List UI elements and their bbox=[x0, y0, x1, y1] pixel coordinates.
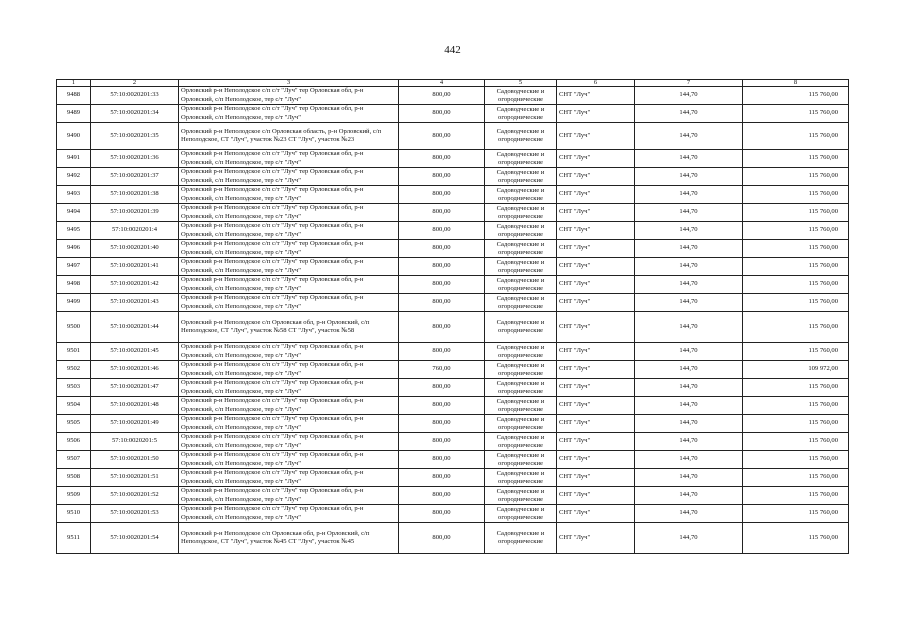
land-use-cell: Садоводческие и огороднические bbox=[485, 168, 557, 186]
row-number-cell: 9510 bbox=[57, 505, 91, 523]
cadastral-rate-cell: 144,70 bbox=[635, 379, 743, 397]
land-use-cell: Садоводческие и огороднические bbox=[485, 523, 557, 554]
cadastral-number-cell: 57:10:0020201:48 bbox=[91, 397, 179, 415]
address-cell: Орловский р-н Неполодское с/п с/т "Луч" тер Орловская обл, р-н Орловский, с/п Неполодское, тер с/т "Луч" bbox=[179, 294, 399, 312]
address-cell: Орловский р-н Неполодское с/п с/т "Луч" тер Орловская обл, р-н Орловский, с/п Неполодское, тер с/т "Луч" bbox=[179, 87, 399, 105]
cadastral-value-cell: 115 760,00 bbox=[743, 105, 849, 123]
cadastral-table bbox=[56, 79, 849, 554]
cadastral-number-cell: 57:10:0020201:5 bbox=[91, 433, 179, 451]
cadastral-rate-cell: 144,70 bbox=[635, 294, 743, 312]
address-cell: Орловский р-н Неполодское с/п с/т "Луч" тер Орловская обл, р-н Орловский, с/п Неполодское, тер с/т "Луч" bbox=[179, 276, 399, 294]
cadastral-value-cell: 115 760,00 bbox=[743, 487, 849, 505]
cadastral-value-cell: 115 760,00 bbox=[743, 451, 849, 469]
area-cell: 800,00 bbox=[399, 105, 485, 123]
table-row bbox=[57, 105, 849, 123]
cadastral-number-cell: 57:10:0020201:37 bbox=[91, 168, 179, 186]
row-number-cell: 9496 bbox=[57, 240, 91, 258]
cadastral-number-cell: 57:10:0020201:4 bbox=[91, 222, 179, 240]
row-number-cell: 9498 bbox=[57, 276, 91, 294]
cadastral-rate-cell: 144,70 bbox=[635, 123, 743, 150]
area-cell: 800,00 bbox=[399, 397, 485, 415]
address-cell: Орловский р-н Неполодское с/п с/т "Луч" тер Орловская обл, р-н Орловский, с/п Неполодское, тер с/т "Луч" bbox=[179, 343, 399, 361]
land-use-cell: Садоводческие и огороднические bbox=[485, 361, 557, 379]
cadastral-value-cell: 115 760,00 bbox=[743, 240, 849, 258]
table-row bbox=[57, 433, 849, 451]
area-cell: 800,00 bbox=[399, 343, 485, 361]
row-number-cell: 9509 bbox=[57, 487, 91, 505]
organization-cell: СНТ "Луч" bbox=[557, 415, 635, 433]
row-number-cell: 9495 bbox=[57, 222, 91, 240]
cadastral-value-cell: 115 760,00 bbox=[743, 379, 849, 397]
organization-cell: СНТ "Луч" bbox=[557, 487, 635, 505]
organization-cell: СНТ "Луч" bbox=[557, 397, 635, 415]
cadastral-value-cell: 115 760,00 bbox=[743, 469, 849, 487]
address-cell: Орловский р-н Неполодское с/п с/т "Луч" тер Орловская обл, р-н Орловский, с/п Неполодское, тер с/т "Луч" bbox=[179, 361, 399, 379]
cadastral-value-cell: 115 760,00 bbox=[743, 150, 849, 168]
cadastral-value-cell: 115 760,00 bbox=[743, 258, 849, 276]
cadastral-rate-cell: 144,70 bbox=[635, 487, 743, 505]
address-cell: Орловский р-н Неполодское с/п с/т "Луч" тер Орловская обл, р-н Орловский, с/п Неполодское, тер с/т "Луч" bbox=[179, 204, 399, 222]
table-row bbox=[57, 415, 849, 433]
table-row bbox=[57, 258, 849, 276]
row-number-cell: 9500 bbox=[57, 312, 91, 343]
organization-cell: СНТ "Луч" bbox=[557, 87, 635, 105]
area-cell: 800,00 bbox=[399, 150, 485, 168]
organization-cell: СНТ "Луч" bbox=[557, 105, 635, 123]
area-cell: 800,00 bbox=[399, 276, 485, 294]
address-cell: Орловский р-н Неполодское с/п с/т "Луч" тер Орловская обл, р-н Орловский, с/п Неполодское, тер с/т "Луч" bbox=[179, 397, 399, 415]
area-cell: 800,00 bbox=[399, 415, 485, 433]
cadastral-number-cell: 57:10:0020201:33 bbox=[91, 87, 179, 105]
organization-cell: СНТ "Луч" bbox=[557, 343, 635, 361]
land-use-cell: Садоводческие и огороднические bbox=[485, 123, 557, 150]
cadastral-value-cell: 115 760,00 bbox=[743, 186, 849, 204]
cadastral-rate-cell: 144,70 bbox=[635, 312, 743, 343]
table-row bbox=[57, 204, 849, 222]
row-number-cell: 9504 bbox=[57, 397, 91, 415]
area-cell: 760,00 bbox=[399, 361, 485, 379]
area-cell: 800,00 bbox=[399, 379, 485, 397]
area-cell: 800,00 bbox=[399, 312, 485, 343]
column-header: 8 bbox=[743, 80, 849, 87]
cadastral-value-cell: 115 760,00 bbox=[743, 294, 849, 312]
cadastral-value-cell: 115 760,00 bbox=[743, 505, 849, 523]
land-use-cell: Садоводческие и огороднические bbox=[485, 222, 557, 240]
cadastral-number-cell: 57:10:0020201:42 bbox=[91, 276, 179, 294]
row-number-cell: 9501 bbox=[57, 343, 91, 361]
address-cell: Орловский р-н Неполодское с/п с/т "Луч" тер Орловская обл, р-н Орловский, с/п Неполодское, тер с/т "Луч" bbox=[179, 150, 399, 168]
land-use-cell: Садоводческие и огороднические bbox=[485, 469, 557, 487]
address-cell: Орловский р-н Неполодское с/п с/т "Луч" тер Орловская обл, р-н Орловский, с/п Неполодское, тер с/т "Луч" bbox=[179, 469, 399, 487]
land-use-cell: Садоводческие и огороднические bbox=[485, 186, 557, 204]
column-header: 2 bbox=[91, 80, 179, 87]
address-cell: Орловский р-н Неполодское с/п с/т "Луч" тер Орловская обл, р-н Орловский, с/п Неполодское, тер с/т "Луч" bbox=[179, 222, 399, 240]
table-row bbox=[57, 361, 849, 379]
cadastral-number-cell: 57:10:0020201:49 bbox=[91, 415, 179, 433]
cadastral-rate-cell: 144,70 bbox=[635, 204, 743, 222]
organization-cell: СНТ "Луч" bbox=[557, 123, 635, 150]
table-row bbox=[57, 186, 849, 204]
address-cell: Орловский р-н Неполодское с/п с/т "Луч" тер Орловская обл, р-н Орловский, с/п Неполодское, тер с/т "Луч" bbox=[179, 186, 399, 204]
cadastral-rate-cell: 144,70 bbox=[635, 168, 743, 186]
organization-cell: СНТ "Луч" bbox=[557, 505, 635, 523]
cadastral-number-cell: 57:10:0020201:52 bbox=[91, 487, 179, 505]
address-cell: Орловский р-н Неполодское с/п с/т "Луч" тер Орловская обл, р-н Орловский, с/п Неполодское, тер с/т "Луч" bbox=[179, 258, 399, 276]
land-use-cell: Садоводческие и огороднические bbox=[485, 150, 557, 168]
land-use-cell: Садоводческие и огороднические bbox=[485, 451, 557, 469]
row-number-cell: 9489 bbox=[57, 105, 91, 123]
table-row bbox=[57, 222, 849, 240]
row-number-cell: 9506 bbox=[57, 433, 91, 451]
column-header: 4 bbox=[399, 80, 485, 87]
row-number-cell: 9490 bbox=[57, 123, 91, 150]
cadastral-rate-cell: 144,70 bbox=[635, 505, 743, 523]
organization-cell: СНТ "Луч" bbox=[557, 150, 635, 168]
cadastral-number-cell: 57:10:0020201:39 bbox=[91, 204, 179, 222]
table-row bbox=[57, 487, 849, 505]
cadastral-value-cell: 115 760,00 bbox=[743, 312, 849, 343]
cadastral-number-cell: 57:10:0020201:40 bbox=[91, 240, 179, 258]
organization-cell: СНТ "Луч" bbox=[557, 186, 635, 204]
address-cell: Орловский р-н Неполодское с/п с/т "Луч" тер Орловская обл, р-н Орловский, с/п Неполодское, тер с/т "Луч" bbox=[179, 433, 399, 451]
organization-cell: СНТ "Луч" bbox=[557, 276, 635, 294]
address-cell: Орловский р-н Неполодское с/п с/т "Луч" тер Орловская обл, р-н Орловский, с/п Неполодское, тер с/т "Луч" bbox=[179, 105, 399, 123]
table-row bbox=[57, 451, 849, 469]
table-row bbox=[57, 87, 849, 105]
address-cell: Орловский р-н Неполодское с/п с/т "Луч" тер Орловская обл, р-н Орловский, с/п Неполодское, тер с/т "Луч" bbox=[179, 240, 399, 258]
area-cell: 800,00 bbox=[399, 204, 485, 222]
cadastral-rate-cell: 144,70 bbox=[635, 240, 743, 258]
row-number-cell: 9502 bbox=[57, 361, 91, 379]
row-number-cell: 9507 bbox=[57, 451, 91, 469]
address-cell: Орловский р-н Неполодское с/п с/т "Луч" тер Орловская обл, р-н Орловский, с/п Неполодское, тер с/т "Луч" bbox=[179, 379, 399, 397]
cadastral-rate-cell: 144,70 bbox=[635, 523, 743, 554]
cadastral-number-cell: 57:10:0020201:41 bbox=[91, 258, 179, 276]
row-number-cell: 9493 bbox=[57, 186, 91, 204]
cadastral-rate-cell: 144,70 bbox=[635, 433, 743, 451]
column-header: 3 bbox=[179, 80, 399, 87]
address-cell: Орловский р-н Неполодское с/п с/т "Луч" тер Орловская обл, р-н Орловский, с/п Неполодское, тер с/т "Луч" bbox=[179, 505, 399, 523]
land-use-cell: Садоводческие и огороднические bbox=[485, 294, 557, 312]
table-row bbox=[57, 294, 849, 312]
row-number-cell: 9505 bbox=[57, 415, 91, 433]
cadastral-number-cell: 57:10:0020201:35 bbox=[91, 123, 179, 150]
area-cell: 800,00 bbox=[399, 451, 485, 469]
address-cell: Орловский р-н Неполодское с/п Орловская область, р-н Орловский, с/п Неполодское, СТ "Луч", участок №23 СТ "Луч", участок №23 bbox=[179, 123, 399, 150]
cadastral-number-cell: 57:10:0020201:50 bbox=[91, 451, 179, 469]
table-row bbox=[57, 523, 849, 554]
cadastral-rate-cell: 144,70 bbox=[635, 397, 743, 415]
land-use-cell: Садоводческие и огороднические bbox=[485, 312, 557, 343]
cadastral-value-cell: 115 760,00 bbox=[743, 87, 849, 105]
land-use-cell: Садоводческие и огороднические bbox=[485, 204, 557, 222]
row-number-cell: 9499 bbox=[57, 294, 91, 312]
cadastral-number-cell: 57:10:0020201:51 bbox=[91, 469, 179, 487]
table-row bbox=[57, 123, 849, 150]
cadastral-rate-cell: 144,70 bbox=[635, 361, 743, 379]
cadastral-value-cell: 115 760,00 bbox=[743, 415, 849, 433]
address-cell: Орловский р-н Неполодское с/п Орловская обл, р-н Орловский, с/п Неполодское, СТ "Луч", участок №45 СТ "Луч", участок №45 bbox=[179, 523, 399, 554]
column-header: 6 bbox=[557, 80, 635, 87]
area-cell: 800,00 bbox=[399, 186, 485, 204]
cadastral-number-cell: 57:10:0020201:47 bbox=[91, 379, 179, 397]
cadastral-rate-cell: 144,70 bbox=[635, 451, 743, 469]
land-use-cell: Садоводческие и огороднические bbox=[485, 343, 557, 361]
area-cell: 800,00 bbox=[399, 469, 485, 487]
land-use-cell: Садоводческие и огороднические bbox=[485, 240, 557, 258]
column-header: 5 bbox=[485, 80, 557, 87]
cadastral-rate-cell: 144,70 bbox=[635, 276, 743, 294]
area-cell: 800,00 bbox=[399, 294, 485, 312]
land-use-cell: Садоводческие и огороднические bbox=[485, 415, 557, 433]
organization-cell: СНТ "Луч" bbox=[557, 433, 635, 451]
column-header: 7 bbox=[635, 80, 743, 87]
cadastral-value-cell: 115 760,00 bbox=[743, 222, 849, 240]
organization-cell: СНТ "Луч" bbox=[557, 204, 635, 222]
cadastral-value-cell: 115 760,00 bbox=[743, 204, 849, 222]
cadastral-value-cell: 115 760,00 bbox=[743, 397, 849, 415]
area-cell: 800,00 bbox=[399, 168, 485, 186]
organization-cell: СНТ "Луч" bbox=[557, 258, 635, 276]
land-use-cell: Садоводческие и огороднические bbox=[485, 276, 557, 294]
cadastral-number-cell: 57:10:0020201:46 bbox=[91, 361, 179, 379]
cadastral-number-cell: 57:10:0020201:54 bbox=[91, 523, 179, 554]
table-row bbox=[57, 343, 849, 361]
organization-cell: СНТ "Луч" bbox=[557, 240, 635, 258]
area-cell: 800,00 bbox=[399, 87, 485, 105]
table-row bbox=[57, 469, 849, 487]
table-row bbox=[57, 240, 849, 258]
address-cell: Орловский р-н Неполодское с/п Орловская обл, р-н Орловский, с/п Неполодское, СТ "Луч", участок №58 СТ "Луч", участок №58 bbox=[179, 312, 399, 343]
table-row bbox=[57, 397, 849, 415]
table-row bbox=[57, 168, 849, 186]
land-use-cell: Садоводческие и огороднические bbox=[485, 505, 557, 523]
organization-cell: СНТ "Луч" bbox=[557, 523, 635, 554]
table-row bbox=[57, 150, 849, 168]
cadastral-number-cell: 57:10:0020201:38 bbox=[91, 186, 179, 204]
cadastral-value-cell: 115 760,00 bbox=[743, 123, 849, 150]
area-cell: 800,00 bbox=[399, 505, 485, 523]
row-number-cell: 9494 bbox=[57, 204, 91, 222]
cadastral-number-cell: 57:10:0020201:45 bbox=[91, 343, 179, 361]
organization-cell: СНТ "Луч" bbox=[557, 379, 635, 397]
address-cell: Орловский р-н Неполодское с/п с/т "Луч" тер Орловская обл, р-н Орловский, с/п Неполодское, тер с/т "Луч" bbox=[179, 487, 399, 505]
cadastral-value-cell: 115 760,00 bbox=[743, 343, 849, 361]
cadastral-number-cell: 57:10:0020201:44 bbox=[91, 312, 179, 343]
cadastral-number-cell: 57:10:0020201:43 bbox=[91, 294, 179, 312]
table-row bbox=[57, 312, 849, 343]
row-number-cell: 9503 bbox=[57, 379, 91, 397]
table-row bbox=[57, 276, 849, 294]
cadastral-value-cell: 115 760,00 bbox=[743, 433, 849, 451]
cadastral-rate-cell: 144,70 bbox=[635, 186, 743, 204]
cadastral-rate-cell: 144,70 bbox=[635, 415, 743, 433]
address-cell: Орловский р-н Неполодское с/п с/т "Луч" тер Орловская обл, р-н Орловский, с/п Неполодское, тер с/т "Луч" bbox=[179, 415, 399, 433]
area-cell: 800,00 bbox=[399, 487, 485, 505]
address-cell: Орловский р-н Неполодское с/п с/т "Луч" тер Орловская обл, р-н Орловский, с/п Неполодское, тер с/т "Луч" bbox=[179, 451, 399, 469]
cadastral-rate-cell: 144,70 bbox=[635, 87, 743, 105]
column-header: 1 bbox=[57, 80, 91, 87]
table-header-row bbox=[57, 80, 849, 87]
row-number-cell: 9488 bbox=[57, 87, 91, 105]
cadastral-rate-cell: 144,70 bbox=[635, 258, 743, 276]
organization-cell: СНТ "Луч" bbox=[557, 312, 635, 343]
area-cell: 800,00 bbox=[399, 523, 485, 554]
area-cell: 800,00 bbox=[399, 222, 485, 240]
land-use-cell: Садоводческие и огороднические bbox=[485, 433, 557, 451]
land-use-cell: Садоводческие и огороднические bbox=[485, 487, 557, 505]
table-row bbox=[57, 379, 849, 397]
organization-cell: СНТ "Луч" bbox=[557, 294, 635, 312]
row-number-cell: 9491 bbox=[57, 150, 91, 168]
row-number-cell: 9492 bbox=[57, 168, 91, 186]
land-use-cell: Садоводческие и огороднические bbox=[485, 258, 557, 276]
cadastral-value-cell: 109 972,00 bbox=[743, 361, 849, 379]
cadastral-number-cell: 57:10:0020201:34 bbox=[91, 105, 179, 123]
organization-cell: СНТ "Луч" bbox=[557, 168, 635, 186]
area-cell: 800,00 bbox=[399, 433, 485, 451]
cadastral-rate-cell: 144,70 bbox=[635, 343, 743, 361]
area-cell: 800,00 bbox=[399, 240, 485, 258]
organization-cell: СНТ "Луч" bbox=[557, 361, 635, 379]
land-use-cell: Садоводческие и огороднические bbox=[485, 105, 557, 123]
cadastral-number-cell: 57:10:0020201:53 bbox=[91, 505, 179, 523]
cadastral-rate-cell: 144,70 bbox=[635, 150, 743, 168]
page-number: 442 bbox=[444, 44, 461, 56]
cadastral-rate-cell: 144,70 bbox=[635, 105, 743, 123]
cadastral-value-cell: 115 760,00 bbox=[743, 276, 849, 294]
cadastral-value-cell: 115 760,00 bbox=[743, 168, 849, 186]
land-use-cell: Садоводческие и огороднические bbox=[485, 379, 557, 397]
area-cell: 800,00 bbox=[399, 123, 485, 150]
land-use-cell: Садоводческие и огороднические bbox=[485, 87, 557, 105]
organization-cell: СНТ "Луч" bbox=[557, 222, 635, 240]
cadastral-value-cell: 115 760,00 bbox=[743, 523, 849, 554]
organization-cell: СНТ "Луч" bbox=[557, 469, 635, 487]
table-row bbox=[57, 505, 849, 523]
row-number-cell: 9497 bbox=[57, 258, 91, 276]
row-number-cell: 9511 bbox=[57, 523, 91, 554]
row-number-cell: 9508 bbox=[57, 469, 91, 487]
cadastral-rate-cell: 144,70 bbox=[635, 222, 743, 240]
cadastral-rate-cell: 144,70 bbox=[635, 469, 743, 487]
land-use-cell: Садоводческие и огороднические bbox=[485, 397, 557, 415]
cadastral-number-cell: 57:10:0020201:36 bbox=[91, 150, 179, 168]
organization-cell: СНТ "Луч" bbox=[557, 451, 635, 469]
area-cell: 800,00 bbox=[399, 258, 485, 276]
address-cell: Орловский р-н Неполодское с/п с/т "Луч" тер Орловская обл, р-н Орловский, с/п Неполодское, тер с/т "Луч" bbox=[179, 168, 399, 186]
